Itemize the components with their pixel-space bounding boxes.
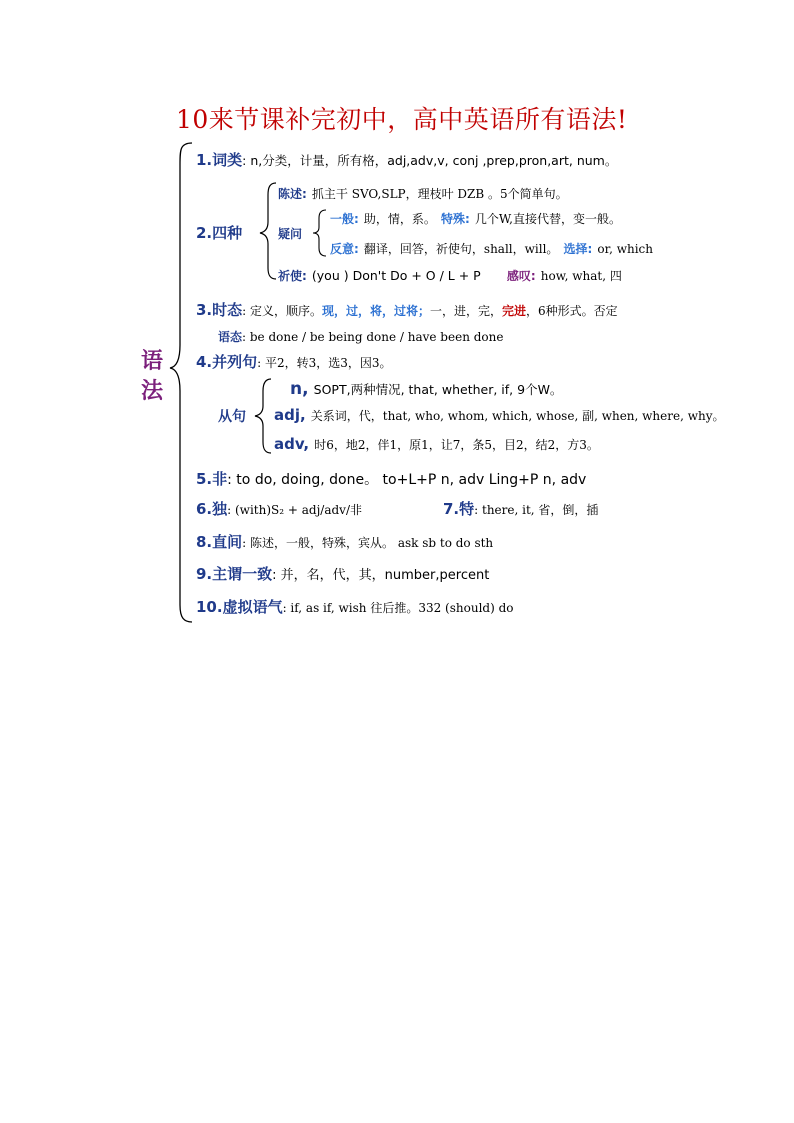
item-9-text: : 并，名，代，其，number,percent (272, 568, 490, 583)
sentence-types-brace (260, 183, 276, 279)
item-nonfinite-row (196, 468, 586, 489)
clause-label: 从句 (218, 409, 246, 425)
item-speech-row (196, 531, 493, 552)
main-brace (170, 143, 192, 622)
item-5-heading: 5.非 (196, 470, 228, 488)
item-3-text-4: 完进 (502, 304, 527, 318)
interrogative-brace (313, 210, 326, 256)
item-6-text: : (with)S₂ + adj/adv/非 (227, 503, 362, 517)
item-3-text-1: : 定义，顺序。 (242, 304, 322, 318)
choice-text: or, which (597, 242, 653, 256)
general-label: 一般: (330, 212, 359, 226)
adv-clause-text: 时6，地2，伴1，原1，让7，条5，目2，结2，方3。 (314, 438, 599, 452)
item-subjunctive-row (196, 596, 514, 617)
item-word-classes (196, 149, 617, 170)
item-agreement-row (196, 563, 489, 584)
special-text: 几个W,直接代替，变一般。 (474, 212, 621, 226)
item-7-text: : there, it, 省，倒，插 (474, 503, 599, 517)
adv-clause-label: adv, (274, 435, 310, 453)
exclamation-text: how, what, 四 (540, 269, 622, 283)
item-4-text: : 平2，转3，选3，因3。 (257, 356, 392, 370)
noun-clause-label: n, (290, 379, 309, 399)
page-title: 10来节课补完初中，高中英语所有语法! (176, 105, 628, 134)
item-3-text-2: 现，过，将，过将； (322, 304, 431, 318)
noun-clause-row (290, 379, 562, 399)
tag-text: 翻译，回答，祈使句，shall，will。 (363, 242, 559, 256)
general-text: 助，情，系。 (363, 212, 436, 226)
item-6-heading: 6.独 (196, 500, 228, 518)
item-1-text: : n,分类，计量，所有格，adj,adv,v, conj ,prep,pron,art, num。 (242, 153, 618, 168)
tag-question-row (330, 238, 653, 257)
item-9-heading: 9.主谓一致 (196, 565, 273, 583)
item-compound-row (196, 351, 392, 372)
adj-clause-text: 关系词，代，that, who, whom, which, whose, 副, when, where, why。 (310, 409, 725, 423)
declarative-row (278, 183, 568, 202)
item-3-text-5: ，6种形式。否定 (526, 304, 618, 318)
item-4-heading: 4.并列句 (196, 353, 258, 371)
item-special-row (443, 498, 598, 519)
exclamation-label: 感叹: (506, 269, 536, 283)
item-absolute-row (196, 498, 362, 519)
voice-text: : be done / be being done / have been done (242, 330, 504, 344)
interrogative-label: 疑问 (278, 227, 303, 241)
imperative-text: (you ) Don't Do + O / L + P (311, 268, 481, 283)
special-label: 特殊: (441, 212, 470, 226)
item-3-text-3: 一，进，完， (430, 304, 503, 318)
clause-brace (255, 379, 271, 453)
adj-clause-row (274, 405, 725, 424)
item-5-text: : to do, doing, done。 to+L+P n, adv Ling+P n, adv (227, 472, 587, 488)
declarative-text: 抓主干 SVO,SLP，理枝叶 DZB 。5个简单句。 (311, 187, 568, 201)
item-2-heading: 2.四种 (196, 224, 243, 242)
voice-label: 语态 (218, 330, 243, 344)
imperative-row (278, 265, 622, 284)
item-3-heading: 3.时态 (196, 301, 243, 319)
item-8-heading: 8.直间 (196, 533, 243, 551)
item-7-heading: 7.特 (443, 500, 475, 518)
adv-clause-row (274, 434, 599, 453)
item-10-heading: 10.虚拟语气 (196, 598, 283, 616)
choice-label: 选择: (563, 242, 593, 256)
general-question-row (330, 208, 621, 227)
side-label-yu: 语 (141, 348, 164, 374)
voice-row (218, 326, 503, 345)
side-label-fa: 法 (141, 378, 164, 404)
adj-clause-label: adj, (274, 406, 306, 424)
item-10-text: : if, as if, wish 往后推。332 (should) do (282, 601, 514, 615)
item-tense-row (196, 299, 618, 320)
tag-label: 反意: (330, 242, 359, 256)
imperative-label: 祈使: (278, 269, 307, 283)
noun-clause-text: SOPT,两种情况, that, whether, if, 9个W。 (313, 382, 563, 397)
item-1-heading: 1.词类 (196, 151, 243, 169)
declarative-label: 陈述: (278, 187, 307, 201)
item-8-text: : 陈述，一般，特殊，宾从。 ask sb to do sth (242, 536, 494, 550)
